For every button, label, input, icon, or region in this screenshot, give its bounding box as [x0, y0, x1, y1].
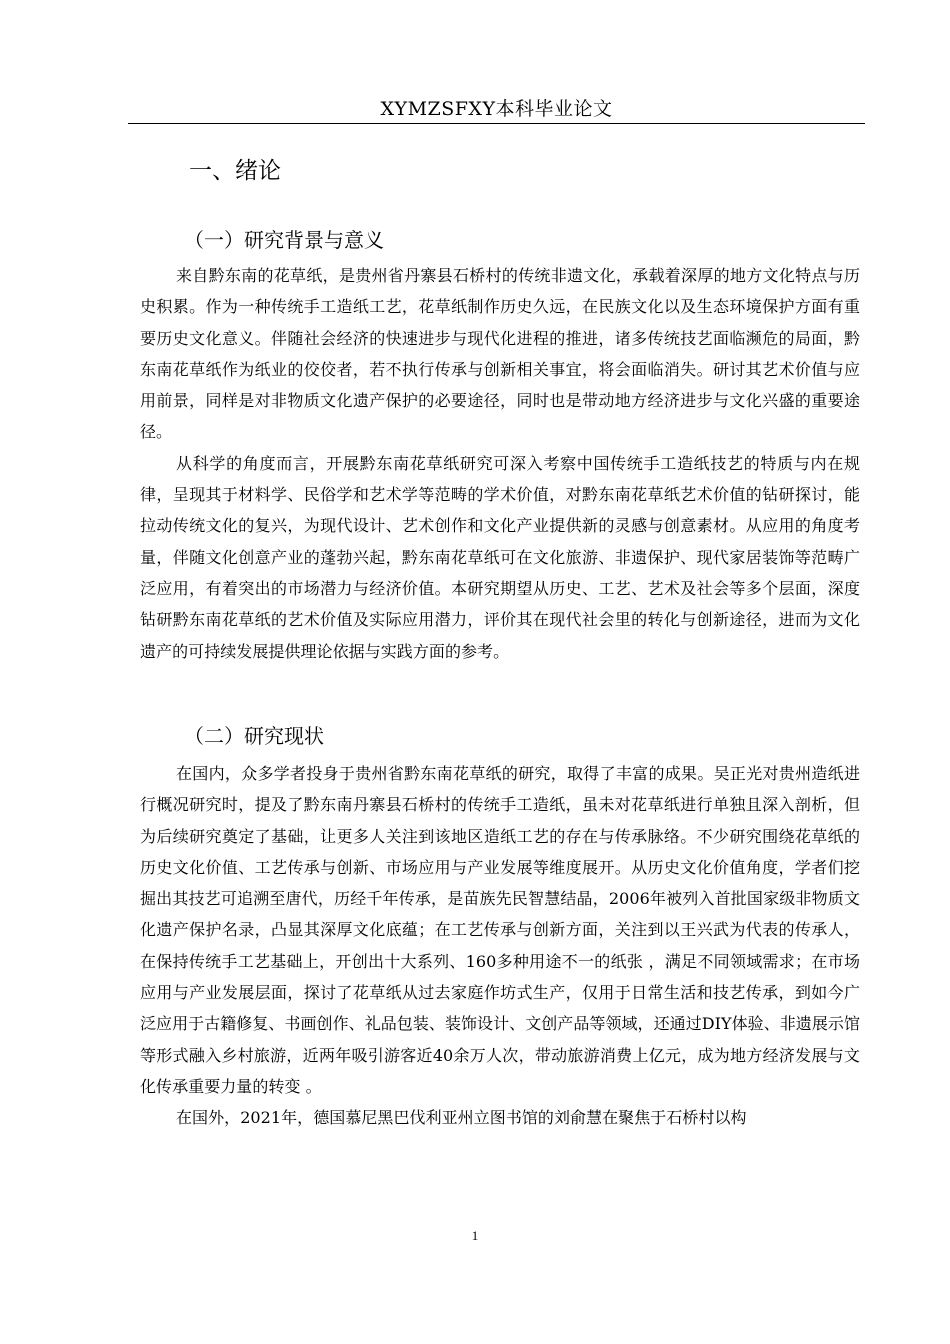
page-number: 1 — [471, 1228, 479, 1243]
chapter-title: 一、绪论 — [189, 158, 281, 184]
paragraph: 来自黔东南的花草纸，是贵州省丹寨县石桥村的传统非遗文化，承载着深厚的地方文化特点与历史积累。作为一种传统手工造纸工艺，花草纸制作历史久远，在民族文化以及生态环境保护方面有重要历史文化意义。伴随社会经济的快速进步与现代化进程的推进，诸多传统技艺面临濒危的局面，黔东南花草纸作为纸业的佼佼者，若不执行传承与创新相关事宜，将会面临消失。研讨其艺术价值与应用前景，同样是对非物质文化遗产保护的必要途径，同时也是带动地方经济进步与文化兴盛的重要途径。 — [140, 266, 860, 442]
paragraph: 从科学的角度而言，开展黔东南花草纸研究可深入考察中国传统手工造纸技艺的特质与内在规律，呈现其于材料学、民俗学和艺术学等范畴的学术价值，对黔东南花草纸艺术价值的钻研探讨，能拉动传统文化的复兴，为现代设计、艺术创作和文化产业提供新的灵感与创意素材。从应用的角度考量，伴随文化创意产业的蓬勃兴起，黔东南花草纸可在文化旅游、非遗保护、现代家居装饰等范畴广泛应用，有着突出的市场潜力与经济价值。本研究期望从历史、工艺、艺术及社会等多个层面，深度钻研黔东南花草纸的艺术价值及实际应用潜力，评价其在现代社会里的转化与创新途径，进而为文化遗产的可持续发展提供理论依据与实践方面的参考。 — [140, 453, 860, 661]
section-body-background — [140, 260, 860, 667]
section-title-status: （二）研究现状 — [184, 724, 324, 748]
paragraph: 在国内，众多学者投身于贵州省黔东南花草纸的研究，取得了丰富的成果。吴正光对贵州造纸进行概况研究时，提及了黔东南丹寨县石桥村的传统手工造纸，虽未对花草纸进行单独且深入剖析，但为后续研究奠定了基础，让更多人关注到该地区造纸工艺的存在与传承脉络。不少研究围绕花草纸的历史文化价值、工艺传承与创新、市场应用与产业发展等维度展开。从历史文化价值角度，学者们挖掘出其技艺可追溯至唐代，历经千年传承，是苗族先民智慧结晶，2006年被列入首批国家级非物质文化遗产保护名录，凸显其深厚文化底蕴；在工艺传承与创新方面，关注到以王兴武为代表的传承人，在保持传统手工艺基础上，开创出十大系列、160多种用途不一的纸张 ，满足不同领域需求；在市场应用与产业发展层面，探讨了花草纸从过去家庭作坊式生产，仅用于日常生活和技艺传承，到如今广泛应用于古籍修复、书画创作、礼品包装、装饰设计、文创产品等领域，还通过DIY体验、非遗展示馆等形式融入乡村旅游，近两年吸引游客近40余万人次，带动旅游消费上亿元，成为地方经济发展与文化传承重要力量的转变 。 — [140, 764, 861, 1096]
header-title: XYMZSFXY本科毕业论文 — [380, 98, 613, 120]
section-title-background: （一）研究背景与意义 — [184, 228, 384, 252]
section-body-status — [140, 758, 860, 1134]
paragraph: 在国外，2021年，德国慕尼黑巴伐利亚州立图书馆的刘俞慧在聚焦于石桥村以构 — [176, 1108, 747, 1128]
header-divider — [128, 123, 865, 124]
